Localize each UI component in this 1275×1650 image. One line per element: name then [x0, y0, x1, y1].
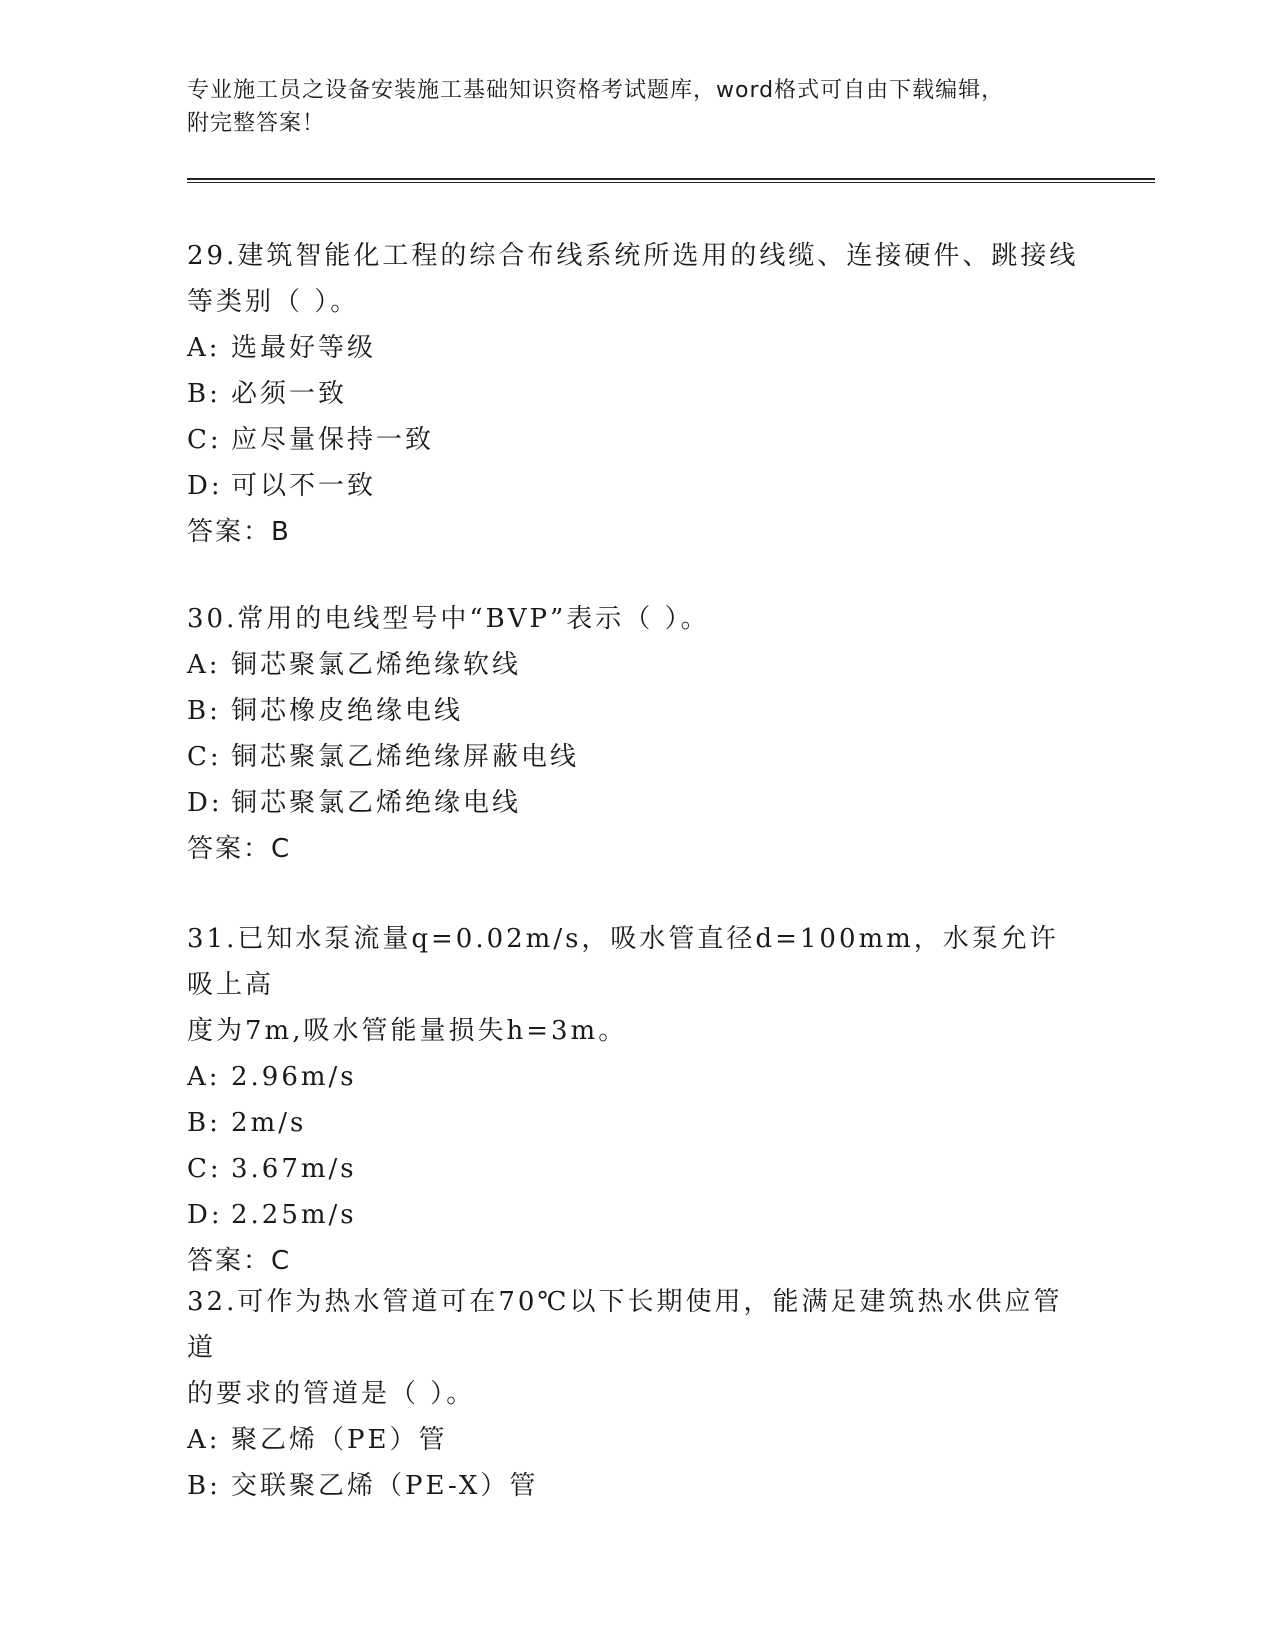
option-text: 可以不一致: [231, 471, 377, 501]
option-text: 聚乙烯（PE）管: [231, 1425, 448, 1455]
option-text: 必须一致: [231, 379, 348, 409]
option-key: A:: [187, 1425, 221, 1455]
option-b: [187, 1100, 1087, 1146]
option-b: [187, 1463, 1087, 1509]
header-line-1: 专业施工员之设备安装施工基础知识资格考试题库，word格式可自由下载编辑，: [187, 78, 1005, 103]
question-stem: [187, 1279, 1087, 1417]
option-key: C:: [187, 742, 222, 772]
option-a: [187, 642, 1087, 688]
option-a: [187, 1054, 1087, 1100]
question-29: [187, 233, 1087, 555]
document-header: [187, 74, 1067, 140]
question-stem: [187, 596, 1087, 642]
option-b: [187, 371, 1087, 417]
option-key: A:: [187, 650, 221, 680]
stem-line: 30.常用的电线型号中“BVP”表示（ ）。: [187, 604, 710, 634]
option-a: [187, 325, 1087, 371]
option-c: [187, 1146, 1087, 1192]
option-key: D:: [187, 471, 223, 501]
option-key: C:: [187, 1154, 222, 1184]
option-text: 2.25m/s: [231, 1200, 357, 1230]
question-32: [187, 1279, 1087, 1509]
stem-line: 29.建筑智能化工程的综合布线系统所选用的线缆、连接硬件、跳接线: [187, 241, 1079, 271]
answer: 答案：B: [187, 517, 291, 547]
question-30: [187, 596, 1087, 872]
option-text: 2m/s: [231, 1108, 307, 1138]
option-text: 铜芯聚氯乙烯绝缘电线: [231, 788, 522, 818]
stem-line: 的要求的管道是（ ）。: [187, 1379, 476, 1409]
option-d: [187, 1192, 1087, 1238]
option-d: [187, 463, 1087, 509]
option-key: B:: [187, 696, 221, 726]
option-text: 铜芯橡皮绝缘电线: [231, 696, 464, 726]
option-key: B:: [187, 379, 221, 409]
option-text: 2.96m/s: [231, 1062, 357, 1092]
option-text: 交联聚乙烯（PE-X）管: [231, 1471, 539, 1501]
option-key: D:: [187, 788, 223, 818]
question-stem: [187, 233, 1087, 325]
answer: 答案：C: [187, 834, 292, 864]
stem-line: 31.已知水泵流量q=0.02m/s，吸水管直径d=100mm，水泵允许吸上高: [187, 924, 1059, 1000]
option-c: [187, 417, 1087, 463]
option-text: 3.67m/s: [231, 1154, 357, 1184]
stem-line: 等类别（ ）。: [187, 287, 360, 317]
option-key: A:: [187, 1062, 221, 1092]
stem-line: 度为7m,吸水管能量损失h=3m。: [187, 1016, 628, 1046]
option-key: B:: [187, 1108, 221, 1138]
question-stem: [187, 916, 1087, 1054]
question-31: [187, 916, 1087, 1284]
option-text: 铜芯聚氯乙烯绝缘屏蔽电线: [231, 742, 580, 772]
answer: 答案：C: [187, 1246, 292, 1276]
header-divider: [187, 178, 1155, 183]
option-key: C:: [187, 425, 222, 455]
option-a: [187, 1417, 1087, 1463]
stem-line: 32.可作为热水管道可在70℃以下长期使用，能满足建筑热水供应管道: [187, 1287, 1063, 1363]
option-text: 应尽量保持一致: [231, 425, 435, 455]
option-text: 铜芯聚氯乙烯绝缘软线: [231, 650, 522, 680]
option-d: [187, 780, 1087, 826]
option-key: A:: [187, 333, 221, 363]
option-c: [187, 734, 1087, 780]
option-text: 选最好等级: [231, 333, 377, 363]
option-b: [187, 688, 1087, 734]
option-key: B:: [187, 1471, 221, 1501]
header-line-2: 附完整答案！: [187, 111, 326, 136]
option-key: D:: [187, 1200, 223, 1230]
